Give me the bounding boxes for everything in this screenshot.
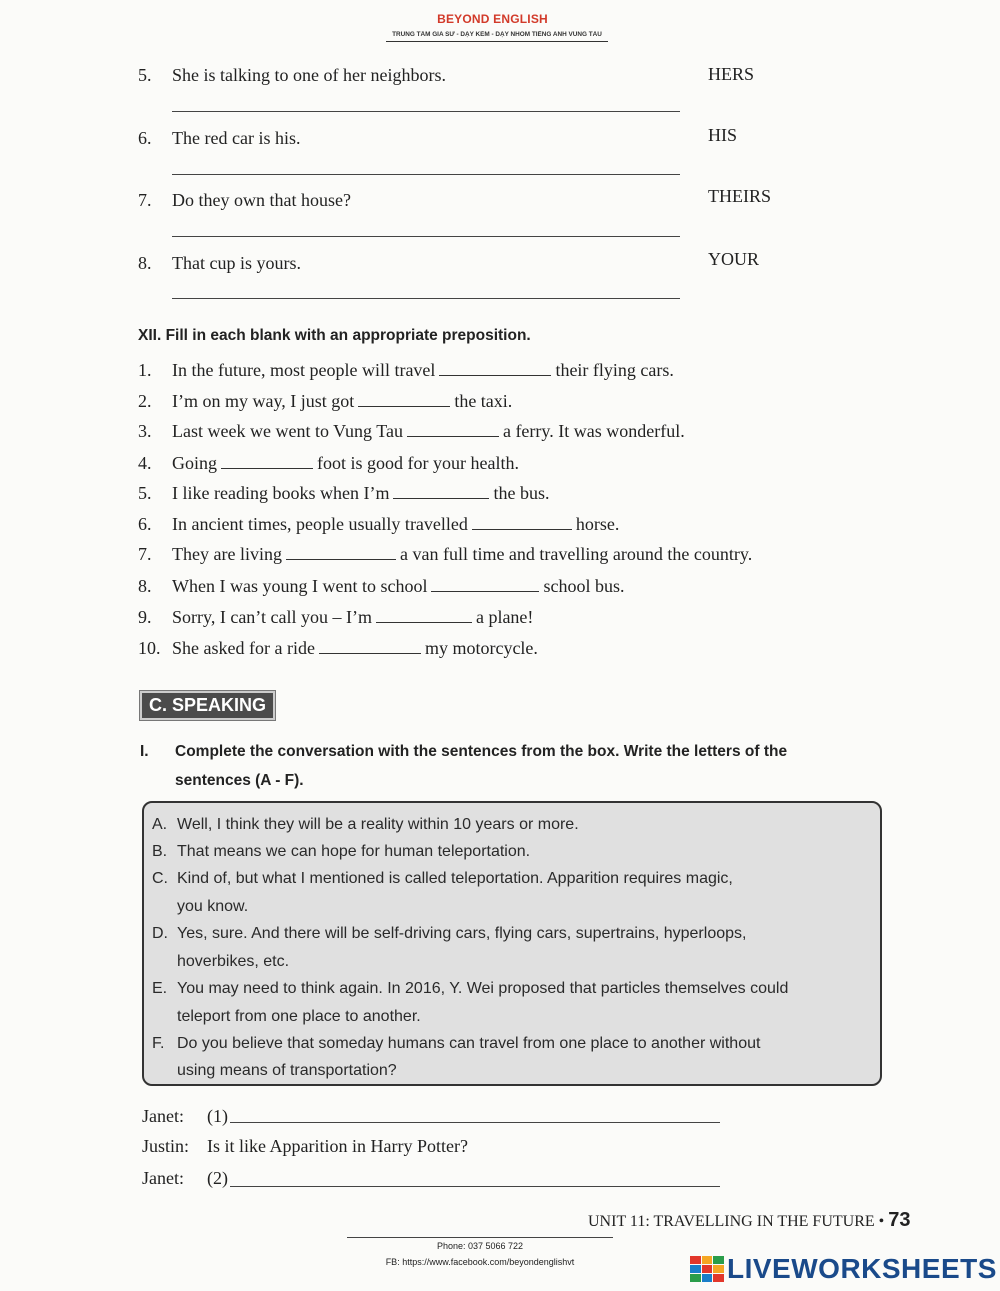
prep-blank-10[interactable] bbox=[319, 638, 421, 654]
prep-blank-7[interactable] bbox=[286, 544, 396, 560]
dialogue-line-2: Justin: Is it like Apparition in Harry Potter? bbox=[142, 1136, 468, 1156]
prep-blank-4[interactable] bbox=[221, 453, 313, 469]
rewrite-item-5: 5. She is talking to one of her neighbors. bbox=[138, 65, 446, 85]
dialogue-line-1: Janet: (1) bbox=[142, 1106, 228, 1126]
prep-blank-5[interactable] bbox=[393, 483, 489, 499]
footer-facebook: FB: https://www.facebook.com/beyondenglishvt bbox=[385, 1257, 575, 1267]
rewrite-item-6: 6. The red car is his. bbox=[138, 128, 301, 148]
prep-blank-3[interactable] bbox=[407, 421, 499, 437]
answer-line-7[interactable] bbox=[172, 236, 680, 237]
footer-phone: Phone: 037 5066 722 bbox=[436, 1241, 524, 1251]
prep-item-7: 7. They are living a van full time and travelling around the country. bbox=[138, 544, 753, 564]
dialogue-line-3: Janet: (2) bbox=[142, 1168, 228, 1188]
prep-item-1: 1. In the future, most people will travel their flying cars. bbox=[138, 360, 674, 380]
page-number: 73 bbox=[888, 1209, 911, 1231]
answer-line-8[interactable] bbox=[172, 298, 680, 299]
prep-blank-1[interactable] bbox=[439, 360, 551, 376]
prep-blank-8[interactable] bbox=[431, 576, 539, 592]
rewrite-hint-8: YOUR bbox=[708, 249, 760, 269]
prep-item-9: 9. Sorry, I can’t call you – I’m a plane! bbox=[138, 607, 534, 627]
prep-blank-9[interactable] bbox=[376, 607, 472, 623]
rewrite-hint-5: HERS bbox=[708, 64, 755, 84]
prep-item-6: 6. In ancient times, people usually travelled horse. bbox=[138, 514, 620, 534]
prep-blank-6[interactable] bbox=[472, 514, 572, 530]
brand-tagline: TRUNG TÂM GIA SƯ - DẠY KÈM - DẠY NHÓM TIẾNG ANH VŨNG TÀU bbox=[386, 31, 608, 42]
brand-name: BEYOND ENGLISH bbox=[437, 12, 548, 26]
dialogue-answer-2[interactable] bbox=[230, 1186, 720, 1187]
prep-item-4: 4. Going foot is good for your health. bbox=[138, 453, 519, 473]
rewrite-item-8: 8. That cup is yours. bbox=[138, 253, 301, 273]
section-xii-title: XII. Fill in each blank with an appropriate preposition. bbox=[138, 327, 531, 344]
answer-line-5[interactable] bbox=[172, 111, 680, 112]
speaking-question-number: I. bbox=[140, 743, 149, 760]
prep-item-2: 2. I’m on my way, I just got the taxi. bbox=[138, 391, 513, 411]
liveworksheets-logo-icon bbox=[690, 1256, 724, 1283]
rewrite-item-7: 7. Do they own that house? bbox=[138, 190, 351, 210]
liveworksheets-watermark: LIVEWORKSHEETS bbox=[690, 1253, 997, 1285]
answer-line-6[interactable] bbox=[172, 174, 680, 175]
unit-title: UNIT 11: TRAVELLING IN THE FUTURE • 73 bbox=[588, 1209, 911, 1231]
speaking-question: Complete the conversation with the sentences from the box. Write the letters of the sentences (A - F). bbox=[175, 743, 788, 789]
rewrite-hint-7: THEIRS bbox=[708, 186, 771, 206]
prep-blank-2[interactable] bbox=[358, 391, 450, 407]
prep-item-8: 8. When I was young I went to school school bus. bbox=[138, 576, 625, 596]
rewrite-hint-6: HIS bbox=[708, 125, 738, 145]
prep-item-3: 3. Last week we went to Vung Tau a ferry. It was wonderful. bbox=[138, 421, 685, 441]
footer-divider bbox=[347, 1237, 613, 1238]
dialogue-answer-1[interactable] bbox=[230, 1122, 720, 1123]
sentence-box: A. Well, I think they will be a reality within 10 years or more. B. That means we can hope for human teleportation. C. Kind of, but what I mentioned is called teleportation. Apparition requires magic, you know. D. Yes, sure. And there will be self-driving cars, flying cars, supertrains, hyperloops, hoverbikes, etc. E. You may need to think again. In 2016, Y. Wei proposed that particles themselves could teleport from one place to another. F. Do you believe that someday humans can travel from one place to another without using means of transportation? bbox=[142, 801, 882, 1086]
speaking-heading: C. SPEAKING bbox=[140, 691, 275, 720]
prep-item-10: 10. She asked for a ride my motorcycle. bbox=[138, 638, 538, 658]
prep-item-5: 5. I like reading books when I’m the bus. bbox=[138, 483, 550, 503]
